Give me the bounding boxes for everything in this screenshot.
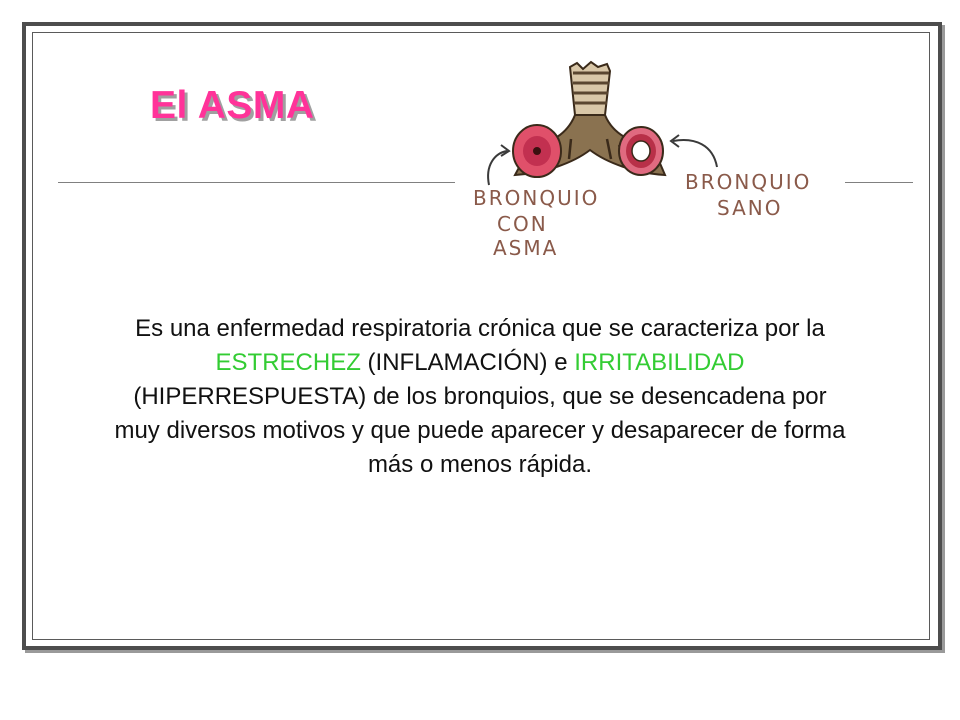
label-right-line1: BRONQUIO xyxy=(685,170,812,194)
slide-title: El ASMA xyxy=(150,84,315,127)
label-left-line3: ASMA xyxy=(493,236,559,260)
bronchus-diagram xyxy=(455,55,845,265)
arrow-to-asthmatic xyxy=(488,151,507,185)
definition-paragraph xyxy=(110,312,850,482)
highlight-irritabilidad: IRRITABILIDAD xyxy=(574,349,745,376)
highlight-estrechez: ESTRECHEZ xyxy=(215,349,361,376)
label-right-line2: SANO xyxy=(717,196,783,220)
asthmatic-bronchus-opening xyxy=(513,125,561,177)
definition-text-3: (HIPERRESPUESTA) de los bronquios, que se desencadena por muy diversos motivos y que puede aparecer y desaparecer de forma más o menos rápida. xyxy=(114,383,846,478)
arrow-to-healthy xyxy=(673,140,717,167)
bronchus-illustration xyxy=(455,55,845,265)
definition-text-2: (INFLAMACIÓN) e xyxy=(360,349,575,376)
label-left-line2: CON xyxy=(497,212,548,236)
label-left-line1: BRONQUIO xyxy=(473,186,600,210)
healthy-bronchus-opening xyxy=(619,127,663,175)
definition-text-1: Es una enfermedad respiratoria crónica que se caracteriza por la xyxy=(135,315,825,342)
